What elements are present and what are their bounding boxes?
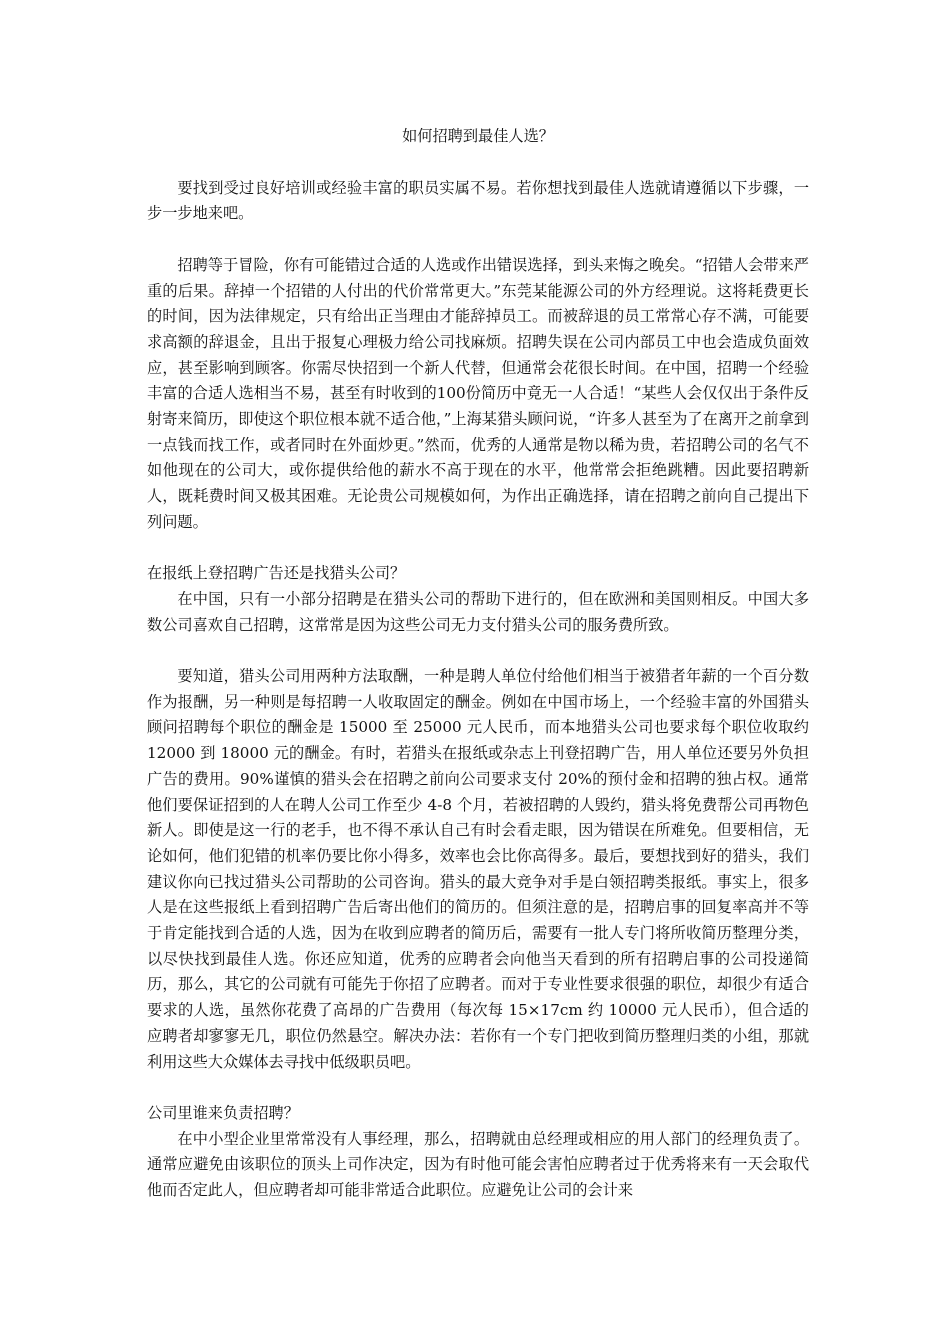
document-title: 如何招聘到最佳人选？ bbox=[402, 127, 554, 145]
paragraph-responsibility: 在中小型企业里常常没有人事经理，那么，招聘就由总经理或相应的用人部门的经理负责了。通常应避免由该职位的顶头上司作决定，因为有时他可能会害怕应聘者过于优秀将来有一天会取代他而否定此人，但应聘者却可能非常适合此职位。应避免让公司的会计来 bbox=[147, 1129, 809, 1200]
paragraph-risk: 招聘等于冒险，你有可能错过合适的人选或作出错误选择，到头来悔之晚矣。“招错人会带来严重的后果。辞掉一个招错的人付出的代价常常更大。”东莞某能源公司的外方经理说。这将耗费更长的时间，因为法律规定，只有给出正当理由才能辞掉员工。而被辞退的员工常常心存不满，可能要求高额的辞退金，且出于报复心理极力给公司找麻烦。招聘失误在公司内部员工中也会造成负面效应，甚至影响到顾客。你需尽快招到一个新人代替，但通常会花很长时间。在中国，招聘一个经验丰富的合适人选相当不易，甚至有时收到的100份简历中竟无一人合适！“某些人会仅仅出于条件反射寄来简历，即使这个职位根本就不适合他，”上海某猎头顾问说，“许多人甚至为了在离开之前拿到一点钱而找工作，或者同时在外面炒更。”然而，优秀的人通常是物以稀为贵，若招聘公司的名气不如他现在的公司大，或你提供给他的薪水不高于现在的水平，他常常会拒绝跳糟。因此要招聘新人，既耗费时间又极其困难。无论贵公司规模如何，为作出正确选择，请在招聘之前向自己提出下列问题。 bbox=[147, 255, 809, 531]
section-newspaper-or-headhunter bbox=[147, 561, 809, 638]
paragraph-headhunter-fees: 要知道，猎头公司用两种方法取酬，一种是聘人单位付给他们相当于被猎者年薪的一个百分数作为报酬，另一种则是每招聘一人收取固定的酬金。例如在中国市场上，一个经验丰富的外国猎头顾问招聘每个职位的酬金是 15000 至 25000 元人民币，而本地猎头公司也要求每个职位收取约 12000 到 18000 元的酬金。有时，若猎头在报纸或杂志上刊登招聘广告，用人单位还要另外负担广告的费用。90%谨慎的猎头会在招聘之前向公司要求支付 20%的预付金和招聘的独占权。通常他们要保证招到的人在聘人公司工作至少 4-8 个月，若被招聘的人毁约，猎头将免费帮公司再物色新人。即使是这一行的老手，也不得不承认自己有时会看走眼，因为错误在所难免。但要相信，无论如何，他们犯错的机率仍要比你小得多，效率也会比你高得多。最后，要想找到好的猎头，我们建议你向已找过猎头公司帮助的公司咨询。猎头的最大竞争对手是白领招聘类报纸。事实上，很多人是在这些报纸上看到招聘广告后寄出他们的简历的。但须注意的是，招聘启事的回复率高并不等于肯定能找到合适的人选，因为在收到应聘者的简历后，需要有一批人专门将所收简历整理分类，以尽快找到最佳人选。你还应知道，优秀的应聘者会向他当天看到的所有招聘启事的公司投递简历，那么，其它的公司就有可能先于你招了应聘者。而对于专业性要求很强的职位，却很少有适合要求的人选，虽然你花费了高昂的广告费用（每次每 15×17cm 约 10000 元人民币），但合适的应聘者却寥寥无几，职位仍然悬空。解决办法：若你有一个专门把收到简历整理归类的小组，那就利用这些大众媒体去寻找中低级职员吧。 bbox=[147, 667, 809, 1071]
document-body bbox=[147, 124, 809, 1204]
section-who-recruits bbox=[147, 1101, 809, 1204]
section-heading: 在报纸上登招聘广告还是找猎头公司？ bbox=[147, 564, 406, 583]
intro-paragraph: 要找到受过良好培训或经验丰富的职员实属不易。若你想找到最佳人选就请遵循以下步骤，一步一步地来吧。 bbox=[147, 178, 809, 223]
paragraph-china-recruiting: 在中国，只有一小部分招聘是在猎头公司的帮助下进行的，但在欧洲和美国则相反。中国大多数公司喜欢自己招聘，这常常是因为这些公司无力支付猎头公司的服务费所致。 bbox=[147, 589, 809, 634]
section-heading: 公司里谁来负责招聘？ bbox=[147, 1103, 299, 1122]
